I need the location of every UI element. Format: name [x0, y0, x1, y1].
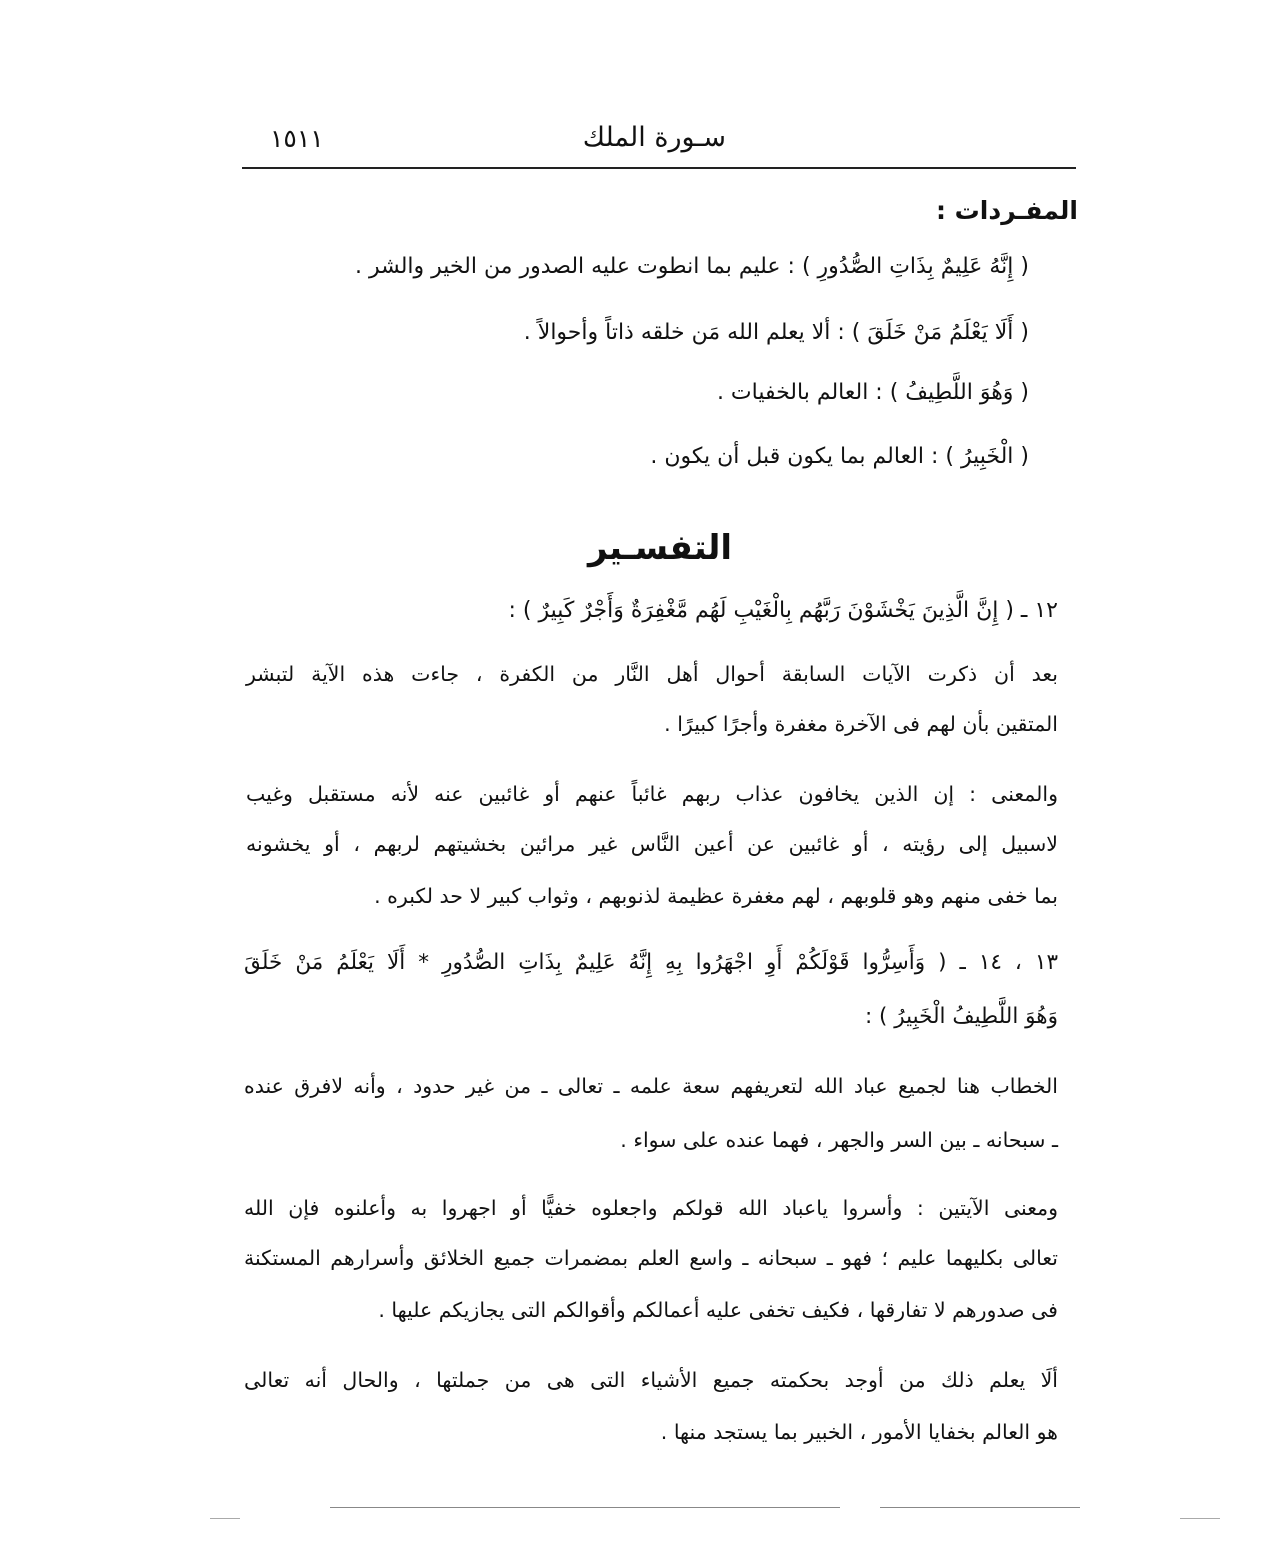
paragraph-line: لاسبيل إلى رؤيته ، أو غائبين عن أعين النَّاس غير مرائين بخشيتهم لربهم ، أو يخشونه [246, 832, 1058, 856]
vocabulary-item: ( وَهُوَ اللَّطِيفُ ) : العالم بالخفيات . [716, 380, 1029, 405]
footer-divider [330, 1507, 840, 1508]
verse-12: ١٢ ـ ( إِنَّ الَّذِينَ يَخْشَوْنَ رَبَّهُم بِالْغَيْبِ لَهُم مَّغْفِرَةٌ وَأَجْرٌ كَبِيرٌ ) : [508, 598, 1058, 623]
paragraph-line: بما خفى منهم وهو قلوبهم ، لهم مغفرة عظيمة لذنوبهم ، وثواب كبير لا حد لكبره . [374, 884, 1058, 908]
vocabulary-item: ( إِنَّهُ عَلِيمٌ بِذَاتِ الصُّدُورِ ) : عليم بما انطوت عليه الصدور من الخير والشر . [354, 254, 1029, 279]
scan-mark [210, 1518, 240, 1519]
paragraph-line: فى صدورهم لا تفارقها ، فكيف تخفى عليه أعمالكم وأقوالكم التى يجازيكم عليها . [378, 1298, 1058, 1322]
paragraph-line: الخطاب هنا لجميع عباد الله لتعريفهم سعة علمه ـ تعالى ـ من غير حدود ، وأنه لافرق عنده [244, 1074, 1058, 1098]
paragraph-line: بعد أن ذكرت الآيات السابقة أحوال أهل النَّار من الكفرة ، جاءت هذه الآية لتبشر [246, 662, 1058, 686]
paragraph-line: تعالى بكليهما عليم ؛ فهو ـ سبحانه ـ واسع العلم بمضمرات جميع الخلائق وأسرارهم المستكنة [244, 1246, 1058, 1270]
paragraph-line: ألَا يعلم ذلك من أوجد بحكمته جميع الأشياء التى هى من جملتها ، والحال أنه تعالى [244, 1368, 1058, 1392]
vocabulary-item: ( أَلَا يَعْلَمُ مَنْ خَلَقَ ) : ألا يعلم الله مَن خلقه ذاتاً وأحوالاً . [523, 320, 1029, 345]
footer-divider [880, 1507, 1080, 1508]
surah-title: سـورة الملك [582, 122, 726, 153]
verse-13-14: ١٣ ، ١٤ ـ ( وَأَسِرُّوا قَوْلَكُمْ أَوِ اجْهَرُوا بِهِ إِنَّهُ عَلِيمٌ بِذَاتِ الصُّدُورِ * أَلَا يَعْلَمُ مَنْ خَلَقَ [244, 950, 1058, 975]
page-header [242, 118, 1076, 164]
paragraph-line: ومعنى الآيتين : وأسروا ياعباد الله قولكم واجعلوه خفيًّا أو اجهروا به وأعلنوه فإن الله [244, 1196, 1058, 1220]
tafsir-heading: التفسـير [587, 528, 733, 568]
paragraph-line: هو العالم بخفايا الأمور ، الخبير بما يستجد منها . [660, 1420, 1058, 1444]
verse-13-14: وَهُوَ اللَّطِيفُ الْخَبِيرُ ) : [864, 1004, 1058, 1029]
scan-mark [1180, 1518, 1220, 1519]
paragraph-line: ـ سبحانه ـ بين السر والجهر ، فهما عنده على سواء . [620, 1128, 1058, 1152]
vocabulary-heading: المفـردات : [935, 196, 1078, 225]
paragraph-line: المتقين بأن لهم فى الآخرة مغفرة وأجرًا كبيرًا . [664, 712, 1058, 736]
page-number: ١٥١١ [270, 124, 324, 153]
vocabulary-item: ( الْخَبِيرُ ) : العالم بما يكون قبل أن يكون . [650, 444, 1029, 469]
paragraph-line: والمعنى : إن الذين يخافون عذاب ربهم غائباً عنهم أو غائبين عنه لأنه مستقبل وغيب [246, 782, 1058, 806]
header-divider [242, 167, 1076, 169]
